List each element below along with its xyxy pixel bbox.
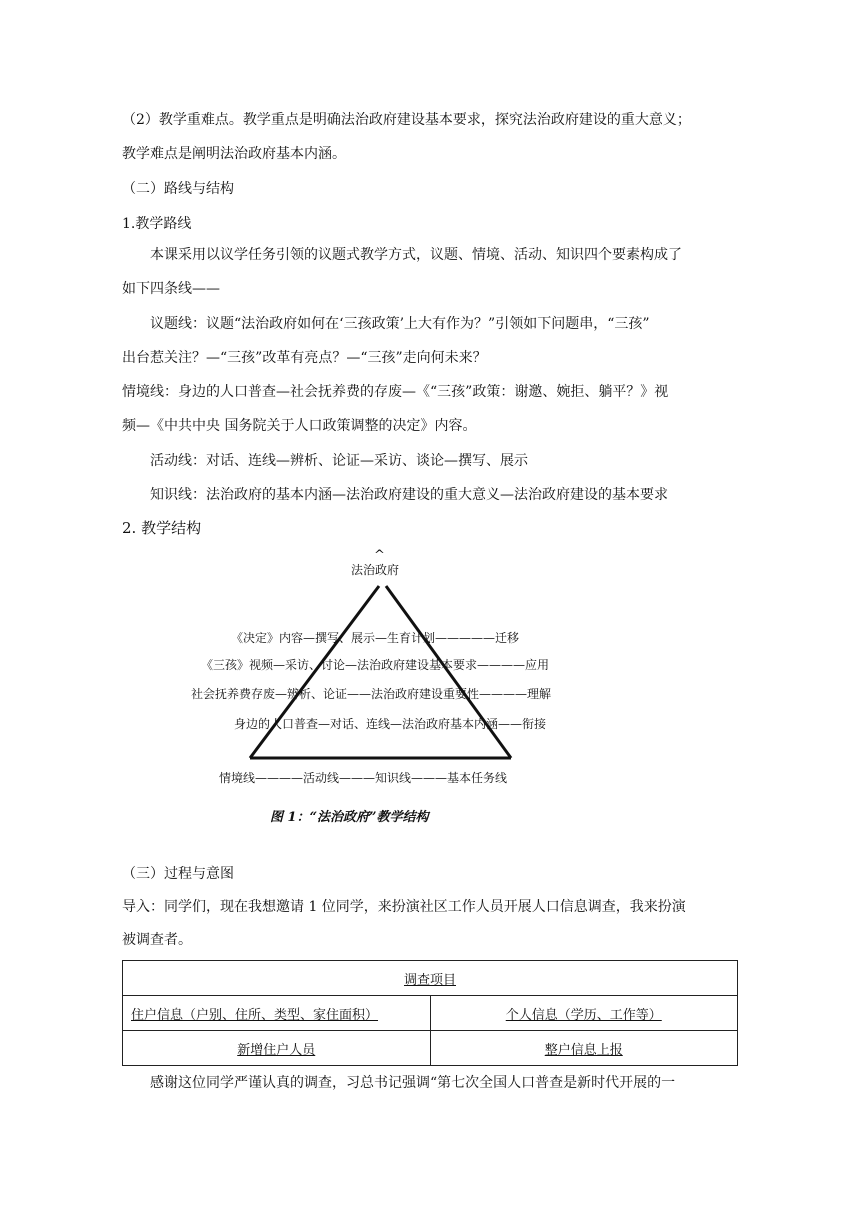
apex-label: 法治政府 [351, 563, 400, 577]
topic-line-paragraph-2: 出台惹关注？—“三孩”改革有亮点？—“三孩”走向何未来？ [122, 350, 487, 366]
table-cell-household-info: 住户信息（户别、住所、类型、家住面积） [123, 996, 431, 1031]
table-header-cell: 调查项目 [123, 961, 738, 996]
thanks-paragraph-line-1: 感谢这位同学严谨认真的调查，习总书记强调“第七次全国人口普查是新时代开展的一 [150, 1075, 676, 1091]
table-row [123, 1031, 738, 1066]
knowledge-line-paragraph: 知识线：法治政府的基本内涵—法治政府建设的重大意义—法治政府建设的基本要求 [150, 487, 668, 503]
topic-line-paragraph-1: 议题线：议题“法治政府如何在‘三孩政策’上大有作为？”引领如下问题串，“三孩” [150, 316, 650, 332]
difficulty-paragraph-line-2: 教学难点是阐明法治政府基本内涵。 [122, 146, 346, 162]
context-line-paragraph-1: 情境线：身边的人口普查—社会抚养费的存废—《“三孩”政策：谢邀、婉拒、躺平？》视 [122, 384, 669, 400]
diagram-row-understand: 社会抚养费存废—辨析、论证——法治政府建设重要性————理解 [191, 687, 552, 701]
subheading-teaching-route: 1.教学路线 [122, 216, 192, 232]
diagram-row-transfer: 《决定》内容—撰写、展示—生育计划—————迁移 [231, 631, 520, 645]
table-row [123, 996, 738, 1031]
figure-caption: 图 1：“法治政府”教学结构 [270, 810, 429, 825]
diagram-base-label: 情境线————活动线———知识线———基本任务线 [219, 771, 508, 785]
difficulty-paragraph-line-1: （2）教学重难点。教学重点是明确法治政府建设基本要求，探究法治政府建设的重大意义； [122, 112, 691, 128]
table-cell-new-members: 新增住户人员 [123, 1031, 431, 1066]
apex-marker: ^ [374, 548, 385, 563]
route-paragraph-line-1: 本课采用以议学任务引领的议题式教学方式，议题、情境、活动、知识四个要素构成了 [150, 247, 682, 263]
survey-items-table [122, 960, 738, 1066]
diagram-row-apply: 《三孩》视频—采访、讨论—法治政府建设基本要求————应用 [201, 658, 550, 672]
intro-paragraph-line-1: 导入：同学们，现在我想邀请 1 位同学，来扮演社区工作人员开展人口信息调查，我来扮演 [122, 899, 686, 915]
table-cell-personal-info: 个人信息（学历、工作等） [430, 996, 738, 1031]
subheading-teaching-structure: 2. 教学结构 [122, 519, 202, 537]
route-paragraph-line-2: 如下四条线—— [122, 281, 220, 297]
section-heading-route-structure: （二）路线与结构 [122, 181, 234, 197]
diagram-row-connect: 身边的人口普查—对话、连线—法治政府基本内涵——衔接 [234, 717, 547, 731]
context-line-paragraph-2: 频—《中共中央 国务院关于人口政策调整的决定》内容。 [122, 418, 477, 434]
table-row [123, 961, 738, 996]
section-heading-process: （三）过程与意图 [122, 866, 234, 882]
activity-line-paragraph: 活动线：对话、连线—辨析、论证—采访、谈论—撰写、展示 [150, 453, 528, 469]
intro-paragraph-line-2: 被调查者。 [122, 932, 192, 948]
table-cell-household-report: 整户信息上报 [430, 1031, 738, 1066]
